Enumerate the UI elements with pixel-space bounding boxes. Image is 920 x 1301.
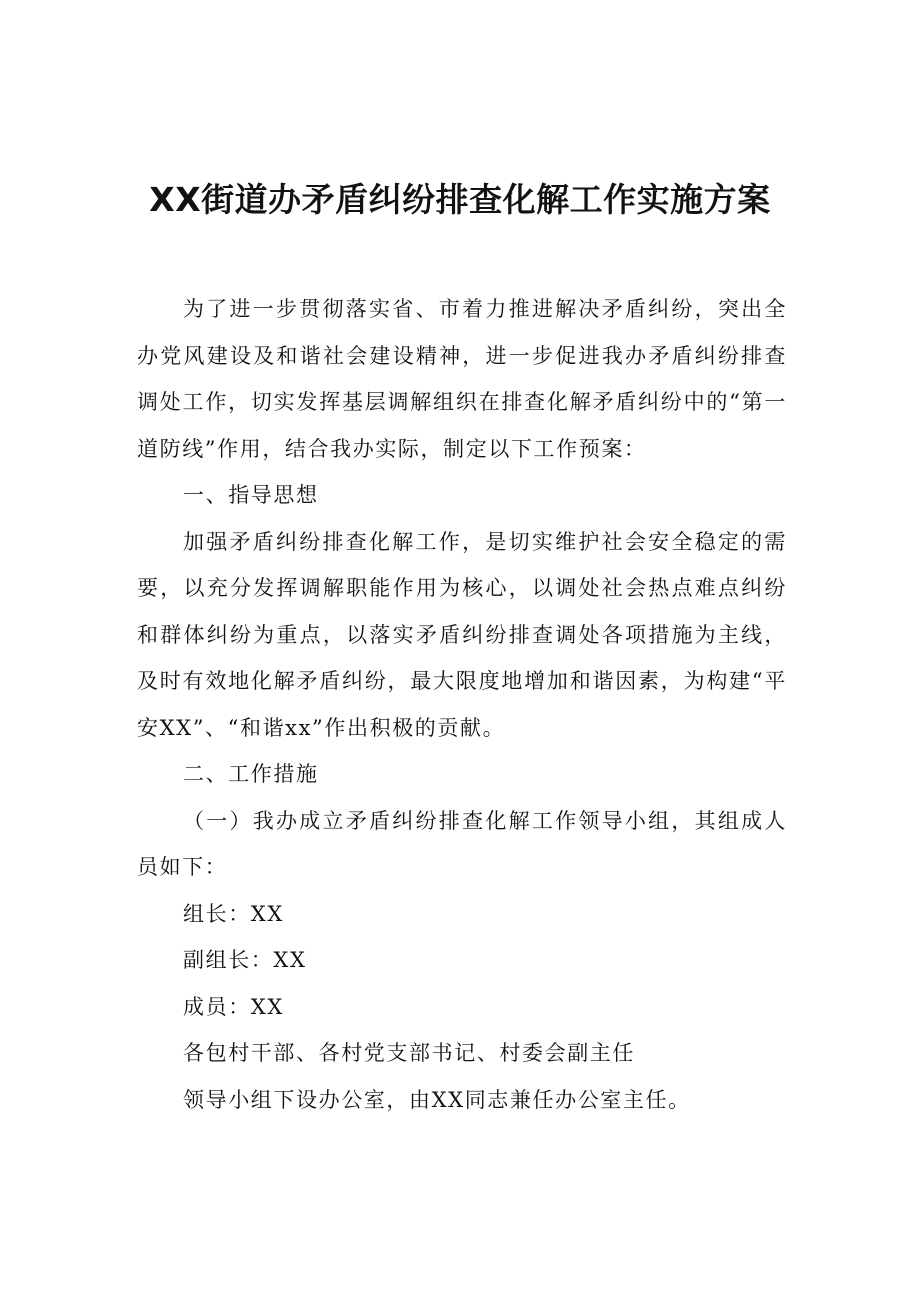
section-heading-guiding-thought: 一、指导思想	[183, 483, 319, 507]
office-line: 领导小组下设办公室，由XX同志兼任办公室主任。	[183, 1087, 691, 1112]
intro-paragraph: 为了进一步贯彻落实省、市着力推进解决矛盾纠纷，突出全办党风建设及和谐社会建设精神，进一步促进我办矛盾纠纷排查调处工作，切实发挥基层调解组织在排查化解矛盾纠纷中的“第一道防线”作用，结合我办实际，制定以下工作预案：	[137, 297, 787, 461]
leading-group-paragraph: （一）我办成立矛盾纠纷排查化解工作领导小组，其组成人员如下：	[137, 808, 787, 879]
members-line: 成员：XX	[183, 994, 284, 1019]
members-detail-line: 各包村干部、各村党支部书记、村委会副主任	[183, 1041, 635, 1065]
document-title: XX街道办矛盾纠纷排查化解工作实施方案	[149, 180, 771, 219]
document-body	[137, 286, 787, 1123]
guiding-thought-paragraph: 加强矛盾纠纷排查化解工作，是切实维护社会安全稳定的需要，以充分发挥调解职能作用为核心，以调处社会热点难点纠纷和群体纠纷为重点，以落实矛盾纠纷排查调处各项措施为主线，及时有效地化解矛盾纠纷，最大限度地增加和谐因素，为构建“平安XX”、“和谐xx”作出积极的贡献。	[137, 529, 787, 740]
section-heading-work-measures: 二、工作措施	[183, 762, 319, 786]
deputy-leader-line: 副组长：XX	[183, 948, 307, 972]
group-leader-line: 组长：XX	[183, 901, 284, 926]
